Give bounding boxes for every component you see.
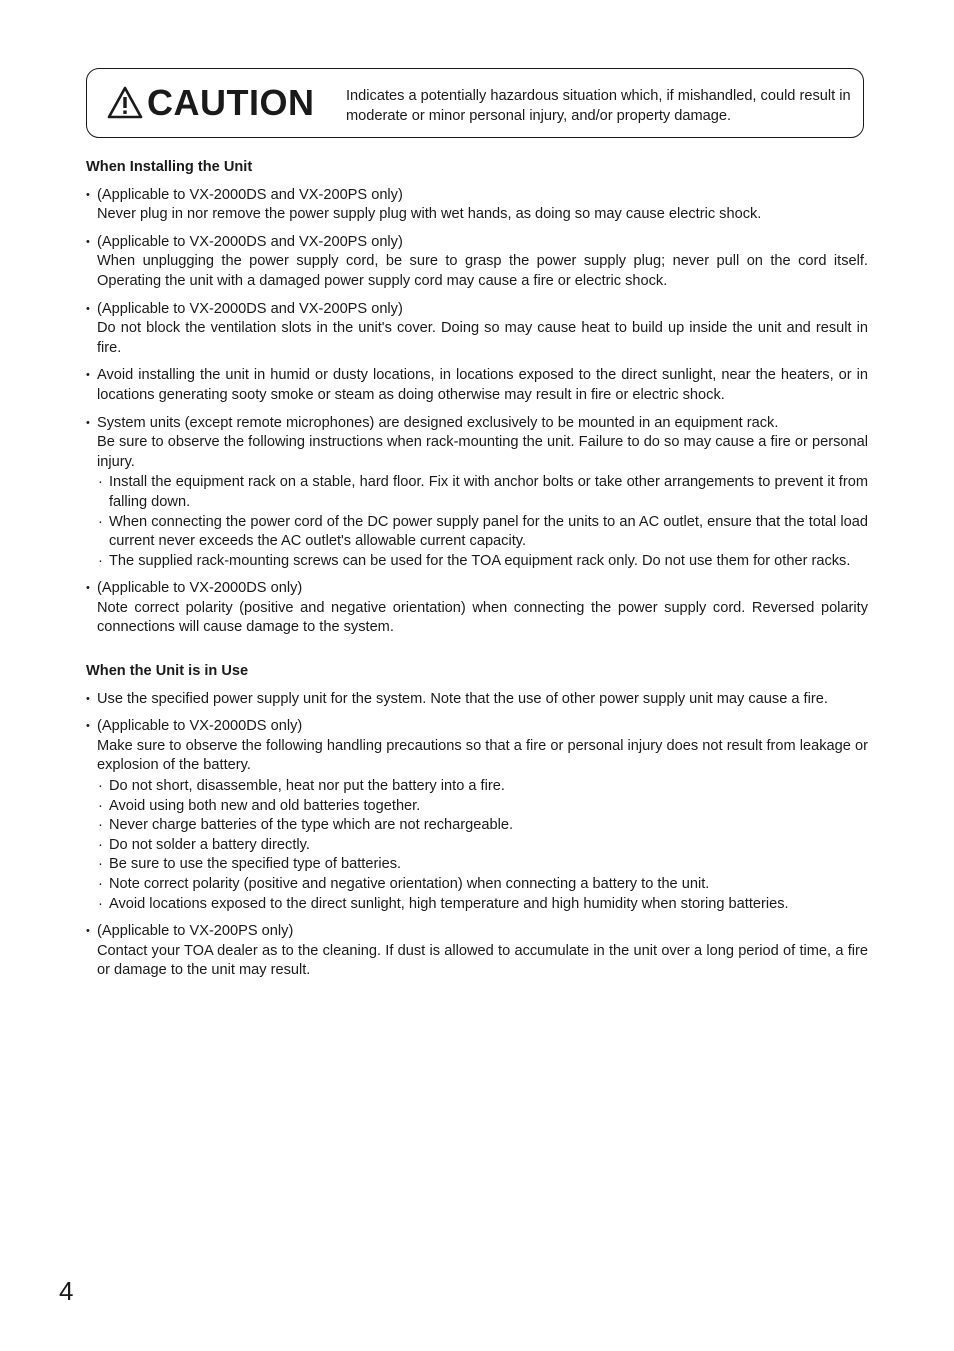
list-item xyxy=(86,233,868,292)
sub-list-item: · Note correct polarity (positive and negative orientation) when connecting a battery to the unit. xyxy=(97,875,868,895)
item-body: Make sure to observe the following handling precautions so that a fire or personal injury does not result from leakage or explosion of the battery. xyxy=(97,737,868,774)
item-lead: • System units (except remote microphones) are designed exclusively to be mounted in an equipment rack. xyxy=(97,414,779,431)
sub-list-item: · Avoid using both new and old batteries together. xyxy=(97,797,868,817)
caution-title xyxy=(107,83,315,123)
item-lead: • (Applicable to VX-2000DS only) xyxy=(97,580,303,597)
item-body: Contact your TOA dealer as to the cleaning. If dust is allowed to accumulate in the unit over a long period of time, a fire or damage to the unit may result. xyxy=(97,942,868,979)
sub-list-item: · Do not short, disassemble, heat nor put the battery into a fire. xyxy=(97,777,868,797)
item-body: Do not block the ventilation slots in the unit's cover. Doing so may cause heat to build up inside the unit and result in fire. xyxy=(97,320,868,356)
sub-list-item: · Do not solder a battery directly. xyxy=(97,836,868,856)
list-item xyxy=(86,300,868,359)
list-item xyxy=(86,922,868,981)
item-body: Be sure to observe the following instructions when rack-mounting the unit. Failure to do so may cause a fire or personal injury. xyxy=(97,434,868,470)
warning-triangle-icon xyxy=(107,86,143,120)
item-lead: • (Applicable to VX-200PS only) xyxy=(97,923,294,940)
sub-list xyxy=(97,777,868,914)
sub-list-item: · The supplied rack-mounting screws can be used for the TOA equipment rack only. Do not use them for other racks. xyxy=(97,552,868,572)
caution-description: Indicates a potentially hazardous situation which, if mishandled, could result in moderate or minor personal injury, and/or property damage. xyxy=(346,88,851,124)
sub-list-item: · Install the equipment rack on a stable, hard floor. Fix it with anchor bolts or take other arrangements to prevent it from falling down. xyxy=(97,473,868,512)
list-item xyxy=(86,186,868,225)
list-item xyxy=(86,717,868,914)
main-content xyxy=(86,158,868,989)
list-item xyxy=(86,579,868,638)
section-heading: When Installing the Unit xyxy=(86,159,253,175)
list-item xyxy=(86,690,868,710)
sub-list-item: · When connecting the power cord of the DC power supply panel for the units to an AC outlet, ensure that the total load current never exceeds the AC outlet's allowable current capacity. xyxy=(97,513,868,552)
list-item xyxy=(86,366,868,405)
item-lead: • (Applicable to VX-2000DS and VX-200PS only) xyxy=(97,233,403,250)
item-lead: • Avoid installing the unit in humid or dusty locations, in locations exposed to the direct sunlight, near the heaters, or in locations generating sooty smoke or steam as doing otherwise may result in fire or electric shock. xyxy=(97,367,868,403)
item-body: Never plug in nor remove the power supply plug with wet hands, as doing so may cause electric shock. xyxy=(97,206,762,223)
caution-heading: CAUTION xyxy=(147,82,315,123)
list-item xyxy=(86,414,868,572)
sub-list-item: · Be sure to use the specified type of batteries. xyxy=(97,855,868,875)
item-body: Note correct polarity (positive and negative orientation) when connecting the power supply cord. Reversed polarity connections will cause damage to the system. xyxy=(97,599,868,636)
section-heading: When the Unit is in Use xyxy=(86,663,249,680)
sub-list-item: · Avoid locations exposed to the direct sunlight, high temperature and high humidity when storing batteries. xyxy=(97,895,868,915)
item-lead: • (Applicable to VX-2000DS and VX-200PS only) xyxy=(97,300,403,317)
sub-list-item: · Never charge batteries of the type which are not rechargeable. xyxy=(97,816,868,836)
sub-list xyxy=(97,473,868,571)
item-lead: • (Applicable to VX-2000DS and VX-200PS only) xyxy=(97,186,403,203)
item-body: When unplugging the power supply cord, be sure to grasp the power supply plug; never pull on the cord itself. Operating the unit with a damaged power supply cord may cause a fire or electric shock. xyxy=(97,253,868,289)
page-number: 4 xyxy=(59,1276,74,1306)
item-lead: • (Applicable to VX-2000DS only) xyxy=(97,718,303,735)
item-lead: • Use the specified power supply unit for the system. Note that the use of other power supply unit may cause a fire. xyxy=(97,690,828,707)
caution-box xyxy=(86,68,864,138)
